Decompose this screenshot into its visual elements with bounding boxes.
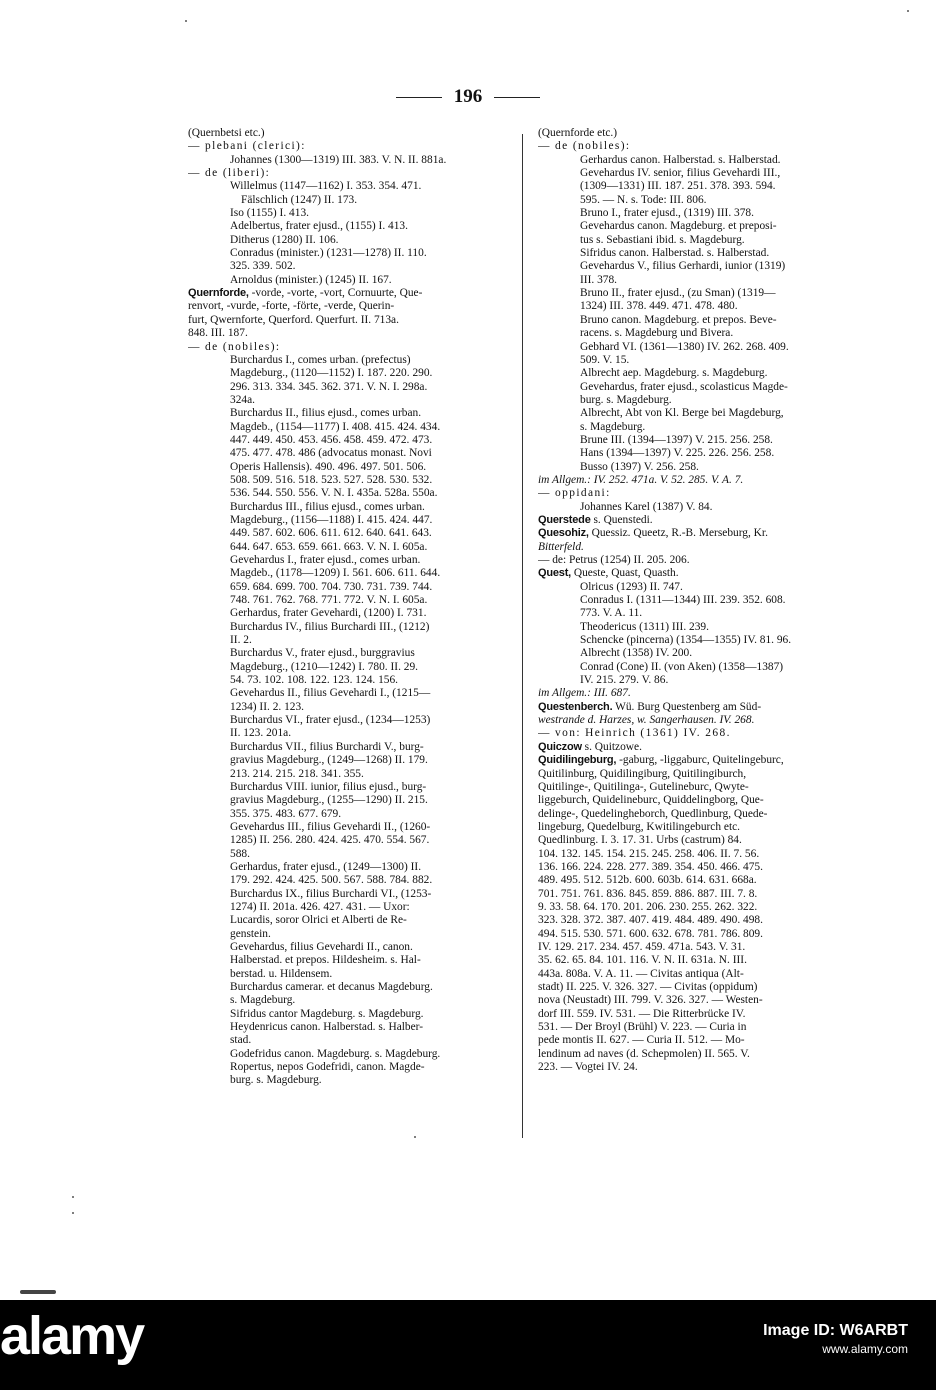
left-column-line: 179. 292. 424. 425. 500. 567. 588. 784. 882. [230, 874, 433, 887]
right-column-line: — de (nobiles): [538, 140, 631, 153]
right-column-line: — de: Petrus (1254) II. 205. 206. [538, 554, 690, 566]
left-column-line: 1274) II. 201a. 426. 427. 431. — Uxor: [230, 900, 410, 913]
right-column-line: racens. s. Magdeburg und Bivera. [580, 327, 734, 340]
right-column-line: Bitterfeld. [538, 540, 584, 553]
right-column-line: Gevehardus canon. Magdeburg. et preposi- [580, 220, 777, 233]
headword: Quidilingeburg, [538, 754, 617, 767]
headword-rest: s. Quenstedi. [590, 513, 653, 526]
right-column-line: Hans (1394—1397) V. 225. 226. 256. 258. [580, 447, 775, 460]
headword-rest: Quessiz. Queetz, R.-B. Merseburg, Kr. [588, 527, 768, 540]
left-column-line: II. 123. 201a. [230, 727, 292, 740]
left-column [188, 127, 504, 1088]
right-column-line: 701. 751. 761. 836. 845. 859. 886. 887. III. 7. 8. [538, 887, 758, 900]
rule-right [494, 97, 540, 98]
left-column-line: Magdeburg., (1156—1188) I. 415. 424. 447. [230, 513, 433, 526]
left-column-line: Conradus (minister.) (1231—1278) II. 110. [230, 247, 427, 260]
right-column-line: tus s. Sebastiani ibid. s. Magdeburg. [580, 233, 745, 246]
headword: Quest, [538, 567, 572, 580]
left-column-line: burg. s. Magdeburg. [230, 1074, 322, 1087]
headword: Quiczow [538, 740, 582, 753]
left-column-line: 325. 339. 502. [230, 260, 296, 273]
right-column-line: 595. — N. s. Tode: III. 806. [580, 193, 707, 206]
right-column-line: Gerhardus canon. Halberstad. s. Halberstad. [580, 153, 781, 166]
right-column-line [538, 701, 850, 714]
left-column-line: Lucardis, soror Olrici et Alberti de Re- [230, 914, 407, 927]
site-url: www.alamy.com [822, 1342, 908, 1356]
left-column-line: s. Magdeburg. [230, 994, 296, 1007]
headword: Questenberch. [538, 700, 613, 713]
rule-left [396, 97, 442, 98]
right-column-line: Theodericus (1311) III. 239. [580, 620, 709, 633]
left-column-line: Burchardus VIII. iunior, filius ejusd., burg- [230, 780, 427, 793]
right-column-line: Albrecht aep. Magdeburg. s. Magdeburg. [580, 367, 768, 380]
left-column-line: Ditherus (1280) II. 106. [230, 233, 339, 246]
left-column-line: Magdeburg., (1120—1152) I. 187. 220. 290. [230, 367, 433, 380]
headword-rest: -vorde, -vorte, -vort, Cornuurte, Que- [248, 287, 423, 300]
left-column-line: 1285) II. 256. 280. 424. 425. 470. 554. 567. [230, 834, 430, 847]
left-column-line: Gevehardus I., frater ejusd., comes urban. [230, 554, 421, 566]
right-column-line: Gebhard VI. (1361—1380) IV. 262. 268. 409. [580, 340, 789, 353]
left-column-line: 536. 544. 550. 556. V. N. I. 435a. 528a. 550a. [230, 487, 438, 500]
right-column-line: im Allgem.: IV. 252. 471a. V. 52. 285. V. A. 7. [538, 473, 744, 486]
left-column-line: Burchardus III., filius ejusd., comes urban. [230, 500, 425, 513]
right-column-line: (Quernforde etc.) [538, 127, 618, 139]
right-column-line: 1324) III. 378. 449. 471. 478. 480. [580, 300, 738, 313]
page-number: 196 [453, 86, 483, 107]
right-column-line: — von: Heinrich (1361) IV. 268. [538, 727, 731, 740]
left-column-line: Godefridus canon. Magdeburg. s. Magdeburg. [230, 1047, 441, 1060]
right-column-line: 323. 328. 372. 387. 407. 419. 484. 489. 490. 498. [538, 914, 763, 927]
left-column-line: renvort, -vurde, -forte, -förte, -verde, Querin- [188, 300, 395, 313]
left-column-line: Burchardus V., frater ejusd., burggravius [230, 647, 415, 660]
left-column-line: Magdeb., (1178—1209) I. 561. 606. 611. 644. [230, 567, 441, 580]
left-column-line: furt, Qwernforte, Querford. Querfurt. II. 713a. [188, 313, 399, 326]
right-column-line [538, 514, 850, 527]
right-column-line: — oppidani: [538, 487, 611, 500]
right-column-line: IV. 215. 279. V. 86. [580, 674, 669, 687]
left-column-line [188, 287, 504, 300]
right-column-line [538, 567, 850, 580]
left-column-line: Magdeb., (1154—1177) I. 408. 415. 424. 434. [230, 420, 441, 433]
left-column-line: 447. 449. 450. 453. 456. 458. 459. 472. 473. [230, 433, 433, 446]
left-column-line: 659. 684. 699. 700. 704. 730. 731. 739. 744. [230, 580, 433, 593]
column-divider [522, 134, 523, 1138]
right-column-line: pede montis II. 627. — Curia II. 512. — Mo- [538, 1034, 745, 1047]
right-column-line: stadt) II. 225. V. 326. 327. — Civitas (oppidum) [538, 981, 758, 993]
right-column-line: Schencke (pincerna) (1354—1355) IV. 81. 96. [580, 634, 792, 647]
left-column-line: 644. 647. 653. 659. 661. 663. V. N. I. 605a. [230, 540, 428, 553]
right-column-line: s. Magdeburg. [580, 420, 646, 433]
right-column-line: nova (Neustadt) III. 799. V. 326. 327. — Westen- [538, 994, 763, 1007]
left-column-line: 449. 587. 602. 606. 611. 612. 640. 641. 643. [230, 527, 432, 540]
left-column-line: Arnoldus (minister.) (1245) II. 167. [230, 273, 392, 286]
right-column-line: Bruno I., frater ejusd., (1319) III. 378. [580, 207, 754, 220]
right-column-line: (1309—1331) III. 187. 251. 378. 393. 594. [580, 180, 776, 193]
left-column-line: 213. 214. 215. 218. 341. 355. [230, 767, 364, 780]
right-column-line: 35. 62. 65. 84. 101. 116. V. N. II. 631a. N. III. [538, 954, 747, 967]
left-column-line: Willelmus (1147—1162) I. 353. 354. 471. [230, 180, 422, 193]
left-column-line: Fälschlich (1247) II. 173. [241, 193, 358, 206]
left-column-line: Johannes (1300—1319) III. 383. V. N. II. 881a. [230, 153, 447, 166]
right-column-line: Albrecht (1358) IV. 200. [580, 647, 693, 660]
headword-rest: Queste, Quast, Quasth. [571, 567, 679, 580]
left-column-line: Burchardus VI., frater ejusd., (1234—1253) [230, 714, 431, 727]
left-column-line: Burchardus I., comes urban. (prefectus) [230, 353, 411, 366]
left-column-line: — de (liberi): [188, 167, 271, 180]
right-column-line: Albrecht, Abt von Kl. Berge bei Magdeburg, [580, 407, 784, 420]
headword-rest: Wü. Burg Questenberg am Süd- [612, 700, 762, 713]
watermark-info [758, 1322, 908, 1358]
left-column-line: Heydenricus canon. Halberstad. s. Halber- [230, 1021, 424, 1034]
left-column-line: Halberstad. et prepos. Hildesheim. s. Hal- [230, 954, 421, 967]
left-column-line: gravius Magdeburg., (1249—1268) II. 179. [230, 754, 428, 767]
speck [414, 1136, 416, 1138]
speck [185, 20, 187, 22]
left-column-line: — plebani (clerici): [188, 140, 306, 153]
headword: Quernforde, [188, 287, 249, 300]
right-column-line: Brune III. (1394—1397) V. 215. 256. 258. [580, 433, 773, 446]
right-column-line: Gevehardus, frater ejusd., scolasticus Magde- [580, 380, 788, 393]
right-column-line: 104. 132. 145. 154. 215. 245. 258. 406. II. 7. 56. [538, 847, 760, 860]
left-column-line: 508. 509. 516. 518. 523. 527. 528. 530. 532. [230, 473, 433, 486]
left-column-line: Sifridus cantor Magdeburg. s. Magdeburg. [230, 1007, 424, 1020]
headword-rest: s. Quitzowe. [581, 740, 642, 753]
left-column-line: Burchardus camerar. et decanus Magdeburg. [230, 981, 433, 993]
image-id: Image ID: W6ARBT [763, 1322, 908, 1339]
left-column-line: 1234) II. 2. 123. [230, 700, 305, 713]
right-column-line: Bruno II., frater ejusd., (zu Sman) (1319— [580, 287, 776, 300]
right-column [538, 127, 850, 1074]
right-column-line: 531. — Der Broyl (Brühl) V. 223. — Curia in [538, 1021, 747, 1034]
left-column-line: Gevehardus II., filius Gevehardi I., (1215— [230, 687, 431, 700]
left-column-line: Adelbertus, frater ejusd., (1155) I. 413. [230, 220, 408, 233]
left-column-line: Iso (1155) I. 413. [230, 207, 309, 220]
speck [907, 10, 909, 12]
right-column-line: Johannes Karel (1387) V. 84. [580, 500, 713, 513]
left-column-line: genstein. [230, 927, 271, 940]
left-column-line: Burchardus IX., filius Burchardi VI., (1253- [230, 887, 432, 900]
left-column-line: 355. 375. 483. 677. 679. [230, 807, 342, 820]
right-column-line: Conrad (Cone) II. (von Aken) (1358—1387) [580, 660, 784, 673]
speck [72, 1196, 74, 1198]
right-column-line [538, 527, 850, 540]
right-column-line: Sifridus canon. Halberstad. s. Halberstad. [580, 247, 770, 260]
left-column-line: Burchardus IV., filius Burchardi III., (1212) [230, 620, 430, 633]
right-column-line: Bruno canon. Magdeburg. et prepos. Beve- [580, 313, 777, 326]
right-column-line: westrande d. Harzes, w. Sangerhausen. IV. 268. [538, 714, 755, 727]
right-column-line: IV. 129. 217. 234. 457. 459. 471a. 543. V. 31. [538, 940, 746, 953]
right-column-line: Conradus I. (1311—1344) III. 239. 352. 608. [580, 594, 786, 607]
scan-mark [20, 1290, 56, 1294]
page-number-line [0, 86, 936, 108]
left-column-line: Gerhardus, frater ejusd., (1249—1300) II. [230, 860, 422, 873]
left-column-line: Operis Hallensis). 490. 496. 497. 501. 506. [230, 460, 427, 473]
right-column-line: Busso (1397) V. 256. 258. [580, 460, 699, 473]
right-column-line: Quitilinge-, Quitilinga-, Gutelineburc, Qwyte- [538, 780, 749, 793]
right-column-line: delinge-, Quedelingheborch, Quedlinburg, Quede- [538, 807, 768, 820]
left-column-line: gravius Magdeburg., (1255—1290) II. 215. [230, 794, 428, 807]
headword: Quesohiz, [538, 527, 589, 540]
left-column-line: 848. III. 187. [188, 327, 248, 340]
right-column-line: 9. 33. 58. 64. 170. 201. 206. 230. 255. 262. 322. [538, 900, 758, 913]
right-column-line: lendinum ad naves (d. Schepmolen) II. 565. V. [538, 1047, 750, 1060]
right-column-line: Quitilinburg, Quidilingiburg, Quitilingiburch, [538, 767, 747, 780]
right-column-line: Gevehardus V., filius Gerhardi, iunior (1319) [580, 260, 786, 273]
left-column-line: II. 2. [230, 634, 252, 647]
right-column-line: III. 378. [580, 273, 618, 286]
right-column-line: 489. 495. 512. 512b. 600. 603b. 614. 631. 668a. [538, 874, 757, 887]
speck [72, 1212, 74, 1214]
left-column-line: (Quernbetsi etc.) [188, 127, 265, 139]
left-column-line: Magdeburg., (1210—1242) I. 780. II. 29. [230, 660, 419, 673]
left-column-line: berstad. u. Hildensem. [230, 967, 333, 980]
left-column-line: Burchardus II., filius ejusd., comes urban. [230, 407, 422, 420]
right-column-line: Olricus (1293) II. 747. [580, 580, 683, 593]
right-column-line: 509. V. 15. [580, 353, 630, 366]
right-column-line [538, 741, 850, 754]
right-column-line: liggeburch, Quidelineburc, Quiddelingborg, Que- [538, 794, 764, 807]
left-column-line: 475. 477. 478. 486 (advocatus monast. Novi [230, 447, 432, 460]
right-column-line: 223. — Vogtei IV. 24. [538, 1061, 638, 1074]
right-column-line: 443a. 808a. V. A. 11. — Civitas antiqua (Alt- [538, 967, 744, 980]
left-column-line: 324a. [230, 393, 255, 406]
left-column-line: stad. [230, 1034, 252, 1047]
left-column-line: Gerhardus, frater Gevehardi, (1200) I. 731. [230, 607, 427, 620]
left-column-line: 748. 761. 762. 768. 771. 772. V. N. I. 605a. [230, 594, 428, 607]
right-column-line: dorf III. 559. IV. 531. — Die Ritterbrücke IV. [538, 1007, 746, 1020]
right-column-line: Quedlinburg. I. 3. 17. 31. Urbs (castrum) 84. [538, 834, 742, 847]
right-column-line: 773. V. A. 11. [580, 607, 643, 620]
right-column-line: lingeburg, Quedelburg, Kwitilingeburch etc. [538, 820, 741, 833]
left-column-line: 588. [230, 847, 250, 860]
right-column-line: 494. 515. 530. 571. 600. 632. 678. 781. 786. 809. [538, 927, 763, 940]
left-column-line: Gevehardus, filius Gevehardi II., canon. [230, 940, 413, 953]
right-column-line: Gevehardus IV. senior, filius Gevehardi III., [580, 167, 781, 180]
right-column-line: 136. 166. 224. 228. 277. 389. 354. 450. 466. 475. [538, 860, 763, 873]
right-column-line [538, 754, 850, 767]
headword: Querstede [538, 513, 591, 526]
left-column-line: Gevehardus III., filius Gevehardi II., (1260- [230, 820, 431, 833]
right-column-line: burg. s. Magdeburg. [580, 393, 672, 406]
left-column-line: Burchardus VII., filius Burchardi V., burg- [230, 740, 424, 753]
left-column-line: 296. 313. 334. 345. 362. 371. V. N. I. 298a. [230, 380, 428, 393]
left-column-line: 54. 73. 102. 108. 122. 123. 124. 156. [230, 674, 399, 687]
left-column-line: — de (nobiles): [188, 340, 281, 353]
headword-rest: -gaburg, -liggaburc, Quitelingeburc, [616, 754, 784, 767]
right-column-line: im Allgem.: III. 687. [538, 687, 631, 700]
left-column-line: Ropertus, nepos Godefridi, canon. Magde- [230, 1061, 425, 1074]
alamy-logo: alamy [0, 1306, 144, 1366]
